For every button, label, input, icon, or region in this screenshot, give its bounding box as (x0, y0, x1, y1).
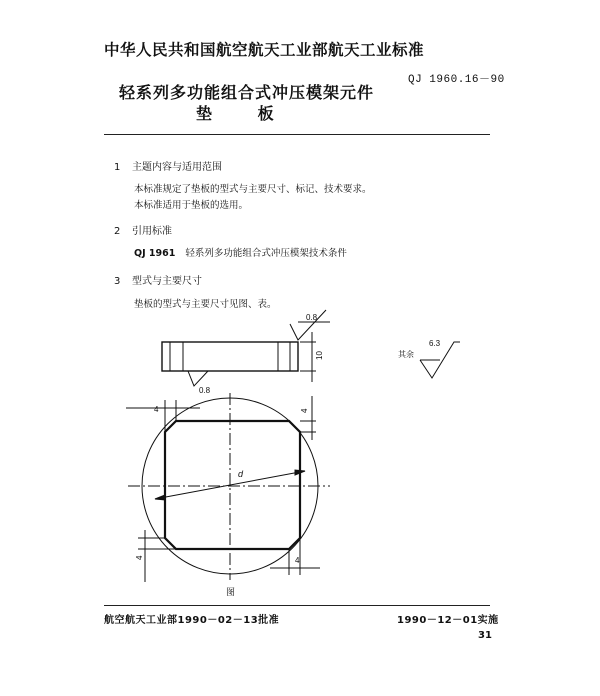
rest-roughness-value: 6.3 (429, 339, 441, 348)
section-number: 3 (114, 276, 121, 287)
approval-date: 航空航天工业部1990－02－13批准 (104, 615, 280, 626)
figure-caption: 图 (226, 587, 236, 597)
section-number: 1 (114, 162, 121, 173)
footer-divider (104, 605, 490, 606)
thickness-value: 10 (315, 351, 324, 360)
roughness-bottom-symbol (188, 371, 208, 386)
section-3-line: 垫板的型式与主要尺寸见图、表。 (134, 299, 277, 310)
section-title: 引用标准 (132, 226, 172, 237)
reference-code: QJ 1961 (134, 248, 176, 259)
roughness-top-value: 0.8 (306, 313, 318, 322)
chamfer-value-bottom-left: 4 (135, 555, 144, 560)
standard-code: QJ 1960.16－90 (408, 74, 505, 86)
section-1-line: 本标准适用于垫板的选用。 (134, 200, 249, 211)
chamfer-value-top-right: 4 (300, 408, 309, 413)
section-1-line: 本标准规定了垫板的型式与主要尺寸、标记、技术要求。 (134, 184, 372, 195)
section-title: 型式与主要尺寸 (132, 276, 202, 287)
standard-org-header: 中华人民共和国航空航天工业部航天工业标准 (104, 41, 425, 59)
section-number: 2 (114, 226, 121, 237)
document-title: 轻系列多功能组合式冲压模架元件 (119, 83, 375, 102)
reference-title: 轻系列多功能组合式冲压模架技术条件 (185, 248, 347, 259)
document-subtitle: 垫 板 (196, 104, 294, 123)
section-title: 主题内容与适用范围 (132, 162, 222, 173)
chamfer-value-bottom-right: 4 (295, 556, 300, 565)
arrowhead (155, 495, 165, 500)
chamfer-value-top-left: 4 (154, 405, 159, 414)
effective-date: 1990－12－01实施 (397, 615, 499, 626)
rest-roughness-label: 其余 (398, 350, 414, 359)
page-number: 31 (478, 630, 492, 641)
roughness-bottom-value: 0.8 (199, 386, 211, 395)
diameter-label: d (238, 469, 244, 479)
